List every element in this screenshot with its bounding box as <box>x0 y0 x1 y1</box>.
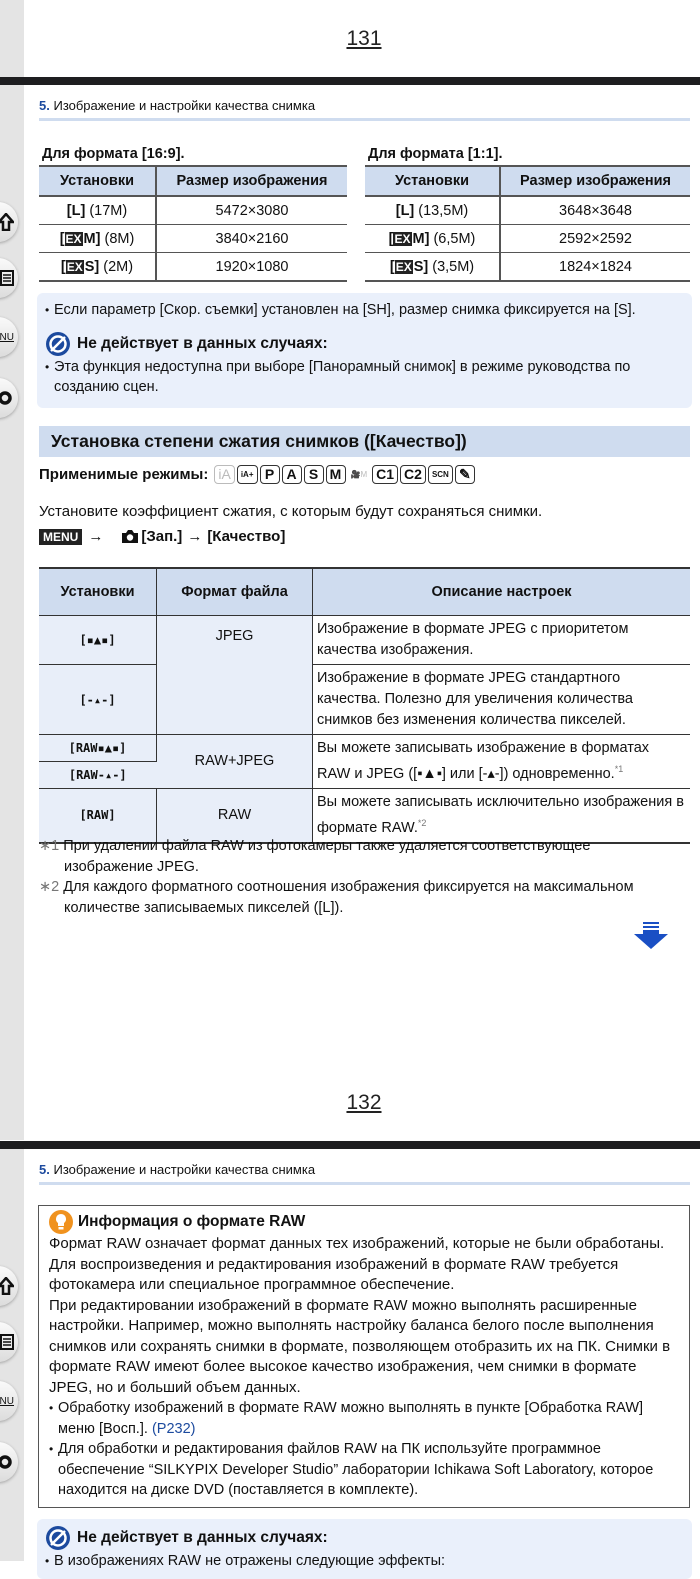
quality-item: [Качество] <box>207 528 286 545</box>
setting-label: S] <box>413 258 429 275</box>
note-bullet: • Если параметр [Скор. съемки] установлен на [SH], размер снимка фиксируется на [S]. <box>45 300 684 321</box>
menu-label: NU <box>0 331 14 343</box>
prohibited-icon <box>45 331 71 357</box>
megapixels: (3,5M) <box>432 258 475 275</box>
lightbulb-icon <box>49 1210 73 1234</box>
table-header-row <box>365 166 690 196</box>
menu-path <box>39 528 285 545</box>
ex-badge: EX <box>66 259 83 274</box>
section-header <box>39 98 690 121</box>
description-cell: Изображение в формате JPEG стандартного качества. Полезно для увеличения количества снимков без изменения количества пикселей. <box>313 665 691 735</box>
column-header: Описание настроек <box>313 568 691 616</box>
description-text: Вы можете записывать изображение в форматах RAW и JPEG ([▪▲▪] или [-▴-]) одновременно. <box>317 740 650 782</box>
home-icon <box>0 1277 14 1295</box>
setting-cell: [EX S] (2M) <box>39 253 156 282</box>
mode-creative-icon: ✎ <box>455 465 475 484</box>
ex-badge: EX <box>65 231 82 246</box>
quality-table <box>39 567 690 844</box>
not-work-box <box>37 1519 692 1579</box>
mode-ia-plus-icon: iA+ <box>237 465 258 484</box>
page-divider <box>0 77 700 85</box>
megapixels: (13,5M) <box>418 202 469 219</box>
mode-scn-icon: SCN <box>428 465 453 484</box>
info-paragraph: При редактировании изображений в формате RAW можно выполнять расширенные настройки. Например, можно выполнять настройку баланса белого после выполнения снимков или сохранять снимки в формате, позволяющем отобразить их на ПК. Снимки в формате RAW имеют более высокое качество изображения, чем снимки в формате JPEG, но и больший объем данных. <box>49 1296 671 1396</box>
info-bullet-text: Обработку изображений в формате RAW можно выполнять в пункте [Обработка RAW] меню [Восп.]. <box>58 1400 644 1437</box>
camera-icon <box>121 529 139 544</box>
back-icon <box>0 1454 14 1470</box>
megapixels: (2M) <box>103 258 134 275</box>
table-row <box>39 735 690 762</box>
setting-label: M] <box>412 230 430 247</box>
setting-label: [L] <box>66 202 86 219</box>
format-cell: JPEG <box>157 616 313 735</box>
setting-cell: [RAW-▴-] <box>39 761 157 788</box>
column-header: Установки <box>39 166 156 196</box>
setting-cell: [EX M] (6,5M) <box>365 225 500 253</box>
page-132-content <box>0 1149 700 1569</box>
prohibited-icon <box>45 1525 71 1551</box>
table-header-row <box>39 568 690 616</box>
description-cell: Изображение в формате JPEG с приоритетом качества изображения. <box>313 616 691 665</box>
footnote-ref: *2 <box>417 817 427 828</box>
footnote-text: Для каждого форматного соотношения изображения фиксируется на максимальном количестве записываемых пикселей ([L]). <box>63 879 634 916</box>
setting-cell <box>365 196 500 225</box>
size-cell: 5472×3080 <box>156 196 347 225</box>
sidebar <box>0 85 24 1140</box>
column-header: Размер изображения <box>500 166 690 196</box>
setting-label: M] <box>83 230 101 247</box>
mode-a-icon: A <box>282 465 302 484</box>
table-row <box>39 788 690 842</box>
not-work-bullet: • Эта функция недоступна при выборе [Панорамный снимок] в режиме руководства по созданию сцен. <box>45 357 684 398</box>
footnote-ref: *1 <box>614 764 624 774</box>
description-text: Вы можете записывать исключительно изображения в формате RAW. <box>317 793 684 836</box>
raw-info-box <box>38 1205 690 1508</box>
modes-label: Применимые режимы: <box>39 466 209 483</box>
menu-tag: MENU <box>39 529 82 545</box>
page-number[interactable]: 132 <box>346 1091 382 1114</box>
next-page-arrow-icon[interactable] <box>633 922 669 952</box>
megapixels: (17M) <box>89 202 128 219</box>
arrow: → <box>88 528 104 545</box>
megapixels: (8M) <box>104 230 135 247</box>
info-bullet: • Для обработки и редактирования файлов RAW на ПК используйте программное обеспечение “SILKYPIX Developer Studio” лаборатории Ichikawa Soft Laboratory, которое находится на диске DVD (поставляется в комплекте). <box>49 1439 679 1501</box>
home-icon <box>0 213 14 231</box>
page-131-content <box>0 85 700 1140</box>
section-heading: Установка степени сжатия снимков ([Качество]) <box>39 426 690 457</box>
mode-s-icon: S <box>304 465 324 484</box>
not-work-bullet: • В изображениях RAW не отражены следующие эффекты: <box>45 1551 684 1572</box>
table-11 <box>365 165 690 282</box>
ex-badge: EX <box>394 231 411 246</box>
megapixels: (6,5M) <box>433 230 476 247</box>
size-cell: 1824×1824 <box>500 253 690 282</box>
table-row <box>39 665 690 735</box>
info-bullet <box>49 1398 679 1439</box>
size-cell: 3840×2160 <box>156 225 347 253</box>
column-header: Формат файла <box>157 568 313 616</box>
not-work-title-text: Не действует в данных случаях: <box>77 1529 328 1546</box>
table-header-row <box>39 166 347 196</box>
info-title <box>49 1210 679 1234</box>
column-header: Размер изображения <box>156 166 347 196</box>
table-row <box>365 253 690 282</box>
description-cell <box>313 788 691 842</box>
section-number: 5. <box>39 1162 50 1177</box>
list-icon <box>0 1334 14 1350</box>
section-title: Изображение и настройки качества снимка <box>53 98 316 113</box>
mode-c2-icon: C2 <box>400 465 426 484</box>
page-link[interactable]: (P232) <box>151 1420 196 1437</box>
section-number: 5. <box>39 98 50 113</box>
footnote-text: При удалении файла RAW из фотокамеры также удаляется соответствующее изображение JPEG. <box>63 838 591 875</box>
note-box <box>37 293 692 408</box>
table-row <box>39 616 690 665</box>
table-row <box>365 196 690 225</box>
table-169 <box>39 165 347 282</box>
setting-label: [L] <box>395 202 415 219</box>
table-row <box>39 225 347 253</box>
table-row <box>365 225 690 253</box>
size-cell: 3648×3648 <box>500 196 690 225</box>
info-paragraph: Формат RAW означает формат данных тех изображений, которые не были обработаны. Для воспроизведения и редактирования изображений в формате RAW требуется фотокамера или специальное программное обеспечение. <box>49 1235 665 1293</box>
setting-cell <box>39 196 156 225</box>
table-11-title: Для формата [1:1]. <box>368 146 503 162</box>
table-169-title: Для формата [16:9]. <box>42 146 185 162</box>
format-cell: RAW <box>157 788 313 842</box>
not-work-title <box>45 331 684 357</box>
column-header: Установки <box>365 166 500 196</box>
intro-text: Установите коэффициент сжатия, с которым будут сохраняться снимки. <box>39 503 543 520</box>
footnote-mark: ∗2 <box>39 879 60 895</box>
footnotes <box>39 836 679 918</box>
info-title-text: Информация о формате RAW <box>78 1212 306 1230</box>
section-header <box>39 1162 690 1185</box>
setting-cell: [-▴-] <box>39 665 157 735</box>
section-title: Изображение и настройки качества снимка <box>53 1162 316 1177</box>
setting-cell: [EX M] (8M) <box>39 225 156 253</box>
table-row <box>39 196 347 225</box>
setting-cell: [RAW] <box>39 788 157 842</box>
size-cell: 2592×2592 <box>500 225 690 253</box>
mode-c1-icon: C1 <box>372 465 398 484</box>
format-cell: RAW+JPEG <box>157 735 313 789</box>
not-work-title <box>45 1525 684 1551</box>
not-work-title-text: Не действует в данных случаях: <box>77 334 328 352</box>
footnote <box>39 836 679 877</box>
rec-menu: [Зап.] <box>141 528 183 545</box>
table-row <box>39 253 347 282</box>
back-icon <box>0 390 14 406</box>
ex-badge: EX <box>395 259 412 274</box>
column-header: Установки <box>39 568 157 616</box>
mode-ia-icon: iA <box>214 465 234 484</box>
setting-cell: [RAW▪▲▪] <box>39 735 157 762</box>
mode-m-icon: M <box>326 465 346 484</box>
page-divider <box>0 1141 700 1149</box>
menu-label: NU <box>0 1395 14 1407</box>
size-cell: 1920×1080 <box>156 253 347 282</box>
mode-p-icon: P <box>260 465 280 484</box>
list-icon <box>0 270 14 286</box>
applicable-modes <box>39 465 477 484</box>
setting-cell: [▪▲▪] <box>39 616 157 665</box>
mode-movie-icon: 🎥M <box>350 470 368 479</box>
setting-label: S] <box>84 258 100 275</box>
arrow: → <box>187 528 203 545</box>
footnote-mark: ∗1 <box>39 838 60 854</box>
page-number[interactable]: 131 <box>346 27 382 50</box>
footnote <box>39 877 679 918</box>
setting-cell: [EX S] (3,5M) <box>365 253 500 282</box>
description-cell <box>313 735 691 789</box>
